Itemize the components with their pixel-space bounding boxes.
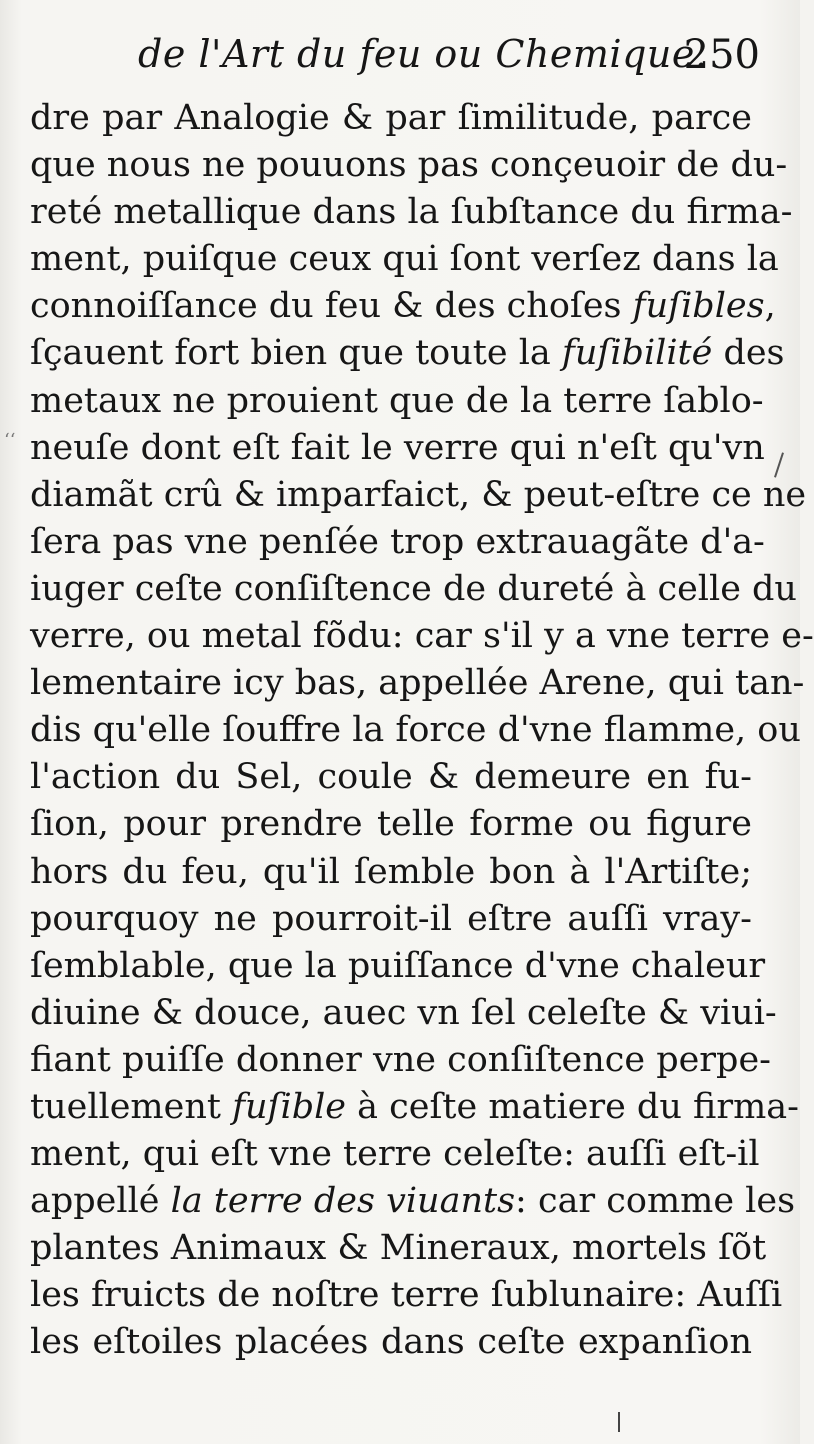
text-segment: ſion, pour prendre telle forme ou figure	[30, 804, 752, 845]
text-segment: fiant puiſſe donner vne conſiſtence perpe-	[30, 1039, 771, 1080]
text-segment: neuſe dont eſt fait le verre qui n'eſt qu'vn	[30, 427, 765, 468]
text-line	[30, 95, 752, 142]
text-segment: dis qu'elle ſouffre la force d'vne flamme, ou	[30, 710, 801, 751]
text-segment: verre, ou metal fõdu: car s'il y a vne terre e-	[30, 616, 814, 657]
text-segment: ment, qui eſt vne terre celeſte: auſſi eſt-il	[30, 1134, 760, 1175]
text-segment: les fruicts de noſtre terre ſublunaire: Auſſi	[30, 1275, 783, 1316]
text-segment: ,	[764, 286, 776, 327]
italic-segment: fuſible	[232, 1086, 347, 1127]
text-segment: diuine & douce, auec vn ſel celeſte & viui-	[30, 992, 777, 1033]
text-line	[30, 1225, 767, 1272]
text-line	[30, 943, 766, 990]
text-line	[30, 1131, 760, 1178]
text-segment: appellé	[30, 1181, 171, 1222]
text-segment: ſçauent fort bien que toute la	[30, 333, 562, 374]
text-line	[30, 707, 801, 754]
text-segment: à ceſte matiere du firma-	[346, 1086, 799, 1127]
running-head-title: de l'Art du feu ou Chemique.	[138, 32, 708, 76]
text-line	[30, 990, 777, 1037]
text-segment: pourquoy ne pourroit-il eſtre auſſi vray-	[30, 898, 752, 939]
text-segment: dre par Analogie & par ſimilitude, parce	[30, 98, 752, 138]
text-line	[30, 801, 752, 848]
text-segment: l'action du Sel, coule & demeure en fu-	[30, 757, 752, 798]
text-line	[30, 660, 805, 707]
text-segment: diamãt crû & imparfaict, & peut-eſtre ce ne	[30, 474, 807, 515]
margin-mark: ‘‘	[4, 430, 16, 451]
text-segment: connoiſſance du feu & des choſes	[30, 286, 633, 327]
text-line	[30, 1319, 752, 1366]
italic-segment: la terre des viuants	[170, 1181, 516, 1222]
text-segment: des	[712, 333, 785, 374]
text-line	[30, 896, 752, 943]
text-line	[30, 519, 765, 566]
text-line	[30, 472, 807, 519]
text-segment: ment, puiſque ceux qui ſont verſez dans la	[30, 239, 779, 280]
text-segment: que nous ne pouuons pas conçeuoir de du-	[30, 145, 788, 186]
text-line	[30, 1084, 799, 1131]
text-segment: ſera pas vne penſée trop extrauagãte d'a-	[30, 521, 765, 562]
text-line	[30, 142, 788, 189]
text-line	[30, 283, 776, 330]
text-segment: lementaire icy bas, appellée Arene, qui tan-	[30, 663, 805, 704]
italic-segment: fuſibilité	[561, 333, 713, 374]
text-segment: les eſtoiles placées dans ceſte expanſion	[30, 1322, 752, 1363]
text-line	[30, 330, 785, 377]
text-line	[30, 849, 752, 896]
text-segment: iuger ceſte conſiſtence de dureté à celle du	[30, 568, 797, 609]
text-line	[30, 566, 797, 613]
italic-segment: fuſibles	[632, 286, 765, 327]
page-number: 250	[683, 32, 760, 78]
text-line	[30, 425, 765, 472]
text-segment: ſemblable, que la puiſſance d'vne chaleur	[30, 945, 766, 986]
text-line	[30, 754, 752, 801]
running-head	[30, 26, 760, 86]
text-segment: tuellement	[30, 1086, 233, 1127]
text-segment: plantes Animaux & Mineraux, mortels ſõt	[30, 1228, 767, 1269]
text-segment: : car comme les	[515, 1181, 796, 1222]
body-text	[30, 95, 814, 1367]
text-segment: hors du feu, qu'il ſemble bon à l'Artiſte;	[30, 851, 752, 892]
bottom-stroke	[618, 1412, 620, 1432]
text-line	[30, 1272, 783, 1319]
text-segment: reté metallique dans la ſubſtance du firma-	[30, 192, 793, 233]
text-line	[30, 1178, 796, 1225]
text-line	[30, 236, 779, 283]
text-line	[30, 1037, 771, 1084]
text-line	[30, 378, 764, 425]
text-segment: metaux ne prouient que de la terre ſablo-	[30, 380, 764, 421]
text-line	[30, 189, 793, 236]
text-line	[30, 613, 814, 660]
